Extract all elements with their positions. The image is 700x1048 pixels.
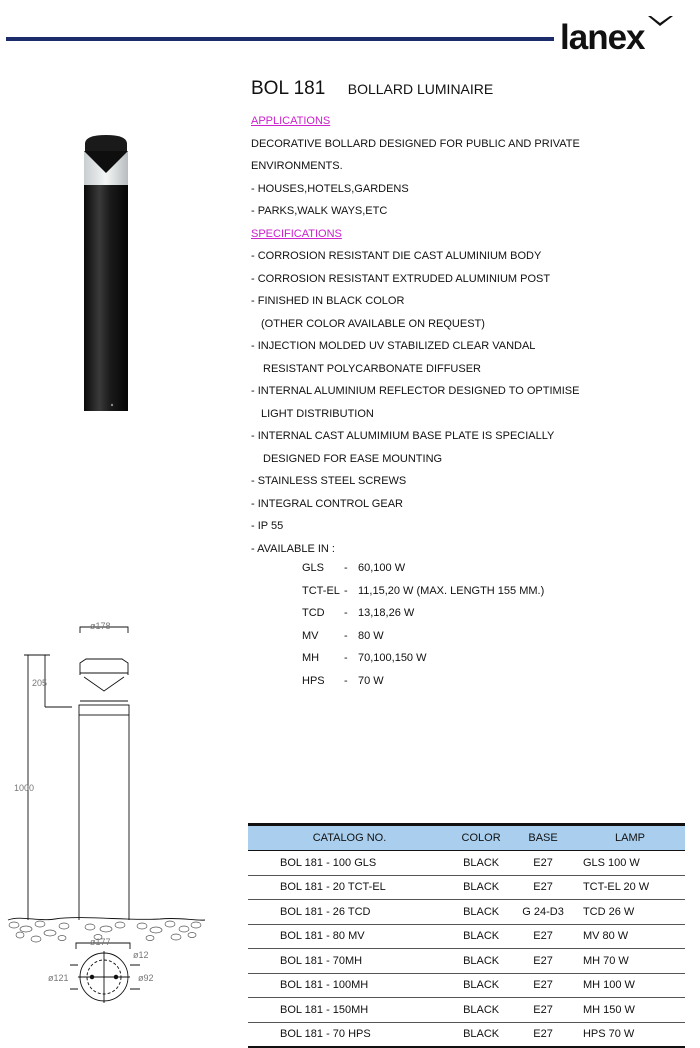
lamp-watts: 11,15,20 W (MAX. LENGTH 155 MM.)	[358, 584, 545, 597]
total-height-label: 1000	[14, 783, 35, 793]
cell-base: G 24-D3	[511, 900, 575, 925]
logo-swoosh-icon	[646, 14, 676, 34]
table-row	[248, 949, 685, 974]
cell-color: BLACK	[451, 949, 511, 974]
available-row	[302, 557, 544, 580]
cell-base: E27	[511, 875, 575, 900]
spec-line: (OTHER COLOR AVAILABLE ON REQUEST)	[261, 317, 485, 330]
ground-line	[8, 918, 205, 921]
bolt-circle-label: ø92	[138, 973, 154, 983]
bollard-cap	[85, 135, 127, 151]
spec-line: DESIGNED FOR EASE MOUNTING	[263, 452, 443, 465]
spec-line: - FINISHED IN BLACK COLOR	[251, 295, 405, 307]
cell-lamp: GLS 100 W	[575, 851, 685, 876]
bollard-post	[84, 185, 128, 411]
plate-diameter-label: ø121	[48, 973, 69, 983]
table-row	[248, 900, 685, 925]
product-title	[251, 78, 493, 100]
spec-line: RESISTANT POLYCARBONATE DIFFUSER	[263, 362, 481, 375]
product-code: BOL 181	[251, 78, 326, 99]
base-plate-plan	[70, 951, 140, 1003]
catalog-table	[248, 823, 685, 1048]
description	[251, 110, 691, 560]
lamp-dash: -	[344, 652, 348, 664]
cell-catalog-no: BOL 181 - 100 GLS	[248, 851, 451, 876]
cell-lamp: TCD 26 W	[575, 900, 685, 925]
cell-lamp: HPS 70 W	[575, 1022, 685, 1047]
lamp-dash: -	[344, 562, 348, 574]
lamp-dash: -	[344, 584, 348, 597]
post-outline	[79, 715, 129, 920]
cell-color: BLACK	[451, 875, 511, 900]
lamp-watts: 80 W	[358, 629, 384, 642]
applications-line: DECORATIVE BOLLARD DESIGNED FOR PUBLIC AND PRIVATE	[251, 137, 580, 150]
table-row	[248, 924, 685, 949]
table-row	[248, 851, 685, 876]
product-name: BOLLARD LUMINAIRE	[347, 81, 494, 97]
header-color: COLOR	[451, 825, 511, 851]
applications-line: - HOUSES,HOTELS,GARDENS	[251, 182, 409, 195]
dimension-drawing	[0, 615, 215, 1041]
cell-catalog-no: BOL 181 - 70 HPS	[248, 1022, 451, 1047]
cell-color: BLACK	[451, 851, 511, 876]
applications-heading: APPLICATIONS	[251, 115, 331, 127]
cell-catalog-no: BOL 181 - 150MH	[248, 998, 451, 1023]
spec-line: - IP 55	[251, 520, 284, 532]
brand-name: lanex	[560, 18, 645, 57]
lamp-type: MH	[302, 652, 320, 664]
applications-line: ENVIRONMENTS.	[251, 160, 343, 172]
spec-line: - INTEGRAL CONTROL GEAR	[251, 497, 403, 510]
collar-outline	[79, 705, 129, 715]
cell-catalog-no: BOL 181 - 70MH	[248, 949, 451, 974]
spec-line: - CORROSION RESISTANT DIE CAST ALUMINIUM BODY	[251, 250, 542, 262]
lamp-watts: 60,100 W	[358, 562, 406, 574]
lamp-watts: 70 W	[358, 674, 384, 687]
available-row	[302, 647, 544, 670]
cell-base: E27	[511, 973, 575, 998]
table-row	[248, 973, 685, 998]
available-row	[302, 625, 544, 648]
available-lamps	[302, 557, 544, 692]
header-base: BASE	[511, 825, 575, 851]
cell-catalog-no: BOL 181 - 100MH	[248, 973, 451, 998]
header-catalog-no: CATALOG NO.	[248, 825, 451, 851]
cell-color: BLACK	[451, 973, 511, 998]
cell-base: E27	[511, 949, 575, 974]
cell-base: E27	[511, 998, 575, 1023]
applications-line: - PARKS,WALK WAYS,ETC	[251, 205, 388, 217]
header-lamp: LAMP	[575, 825, 685, 851]
cell-base: E27	[511, 1022, 575, 1047]
bollard-screw	[111, 404, 113, 406]
available-row	[302, 670, 544, 693]
hole-diameter-label: ø12	[133, 950, 149, 960]
lamp-type: TCD	[302, 607, 325, 619]
cell-lamp: MV 80 W	[575, 924, 685, 949]
lamp-type: TCT-EL	[302, 584, 340, 597]
cell-lamp: MH 150 W	[575, 998, 685, 1023]
cell-base: E27	[511, 924, 575, 949]
cell-catalog-no: BOL 181 - 26 TCD	[248, 900, 451, 925]
cell-lamp: MH 100 W	[575, 973, 685, 998]
bollard-photo	[82, 133, 130, 413]
reflector-outline	[84, 677, 124, 691]
header-rule	[6, 37, 554, 41]
brand-logo	[560, 14, 678, 57]
spec-line: - INTERNAL CAST ALUMIMIUM BASE PLATE IS SPECIALLY	[251, 430, 555, 442]
table-row	[248, 875, 685, 900]
spec-line: - STAINLESS STEEL SCREWS	[251, 475, 407, 487]
lamp-dash: -	[344, 629, 348, 642]
table-header-row	[248, 825, 685, 851]
lamp-dash: -	[344, 674, 348, 687]
lamp-watts: 70,100,150 W	[358, 652, 427, 664]
specifications-heading: SPECIFICATIONS	[251, 227, 342, 240]
lamp-type: MV	[302, 629, 319, 642]
spec-line: - INTERNAL ALUMINIUM REFLECTOR DESIGNED TO OPTIMISE	[251, 385, 580, 397]
base-diameter-label: ø177	[90, 937, 111, 947]
available-row	[302, 602, 544, 625]
available-row	[302, 580, 544, 603]
cell-base: E27	[511, 851, 575, 876]
lamp-type: HPS	[302, 674, 325, 687]
lamp-watts: 13,18,26 W	[358, 607, 415, 619]
cell-lamp: MH 70 W	[575, 949, 685, 974]
cell-color: BLACK	[451, 998, 511, 1023]
cell-lamp: TCT-EL 20 W	[575, 875, 685, 900]
cell-color: BLACK	[451, 1022, 511, 1047]
cell-catalog-no: BOL 181 - 20 TCT-EL	[248, 875, 451, 900]
table-row	[248, 998, 685, 1023]
cell-color: BLACK	[451, 900, 511, 925]
spec-line: - AVAILABLE IN :	[251, 542, 335, 555]
spec-line: LIGHT DISTRIBUTION	[261, 407, 374, 420]
cell-color: BLACK	[451, 924, 511, 949]
lamp-dash: -	[344, 607, 348, 619]
lamp-type: GLS	[302, 562, 325, 574]
spec-line: - INJECTION MOLDED UV STABILIZED CLEAR VANDAL	[251, 340, 536, 352]
cell-catalog-no: BOL 181 - 80 MV	[248, 924, 451, 949]
table-row	[248, 1022, 685, 1047]
spec-line: - CORROSION RESISTANT EXTRUDED ALUMINIUM POST	[251, 272, 551, 285]
head-height-label: 205	[32, 678, 48, 688]
top-diameter-label: ø178	[90, 621, 111, 631]
